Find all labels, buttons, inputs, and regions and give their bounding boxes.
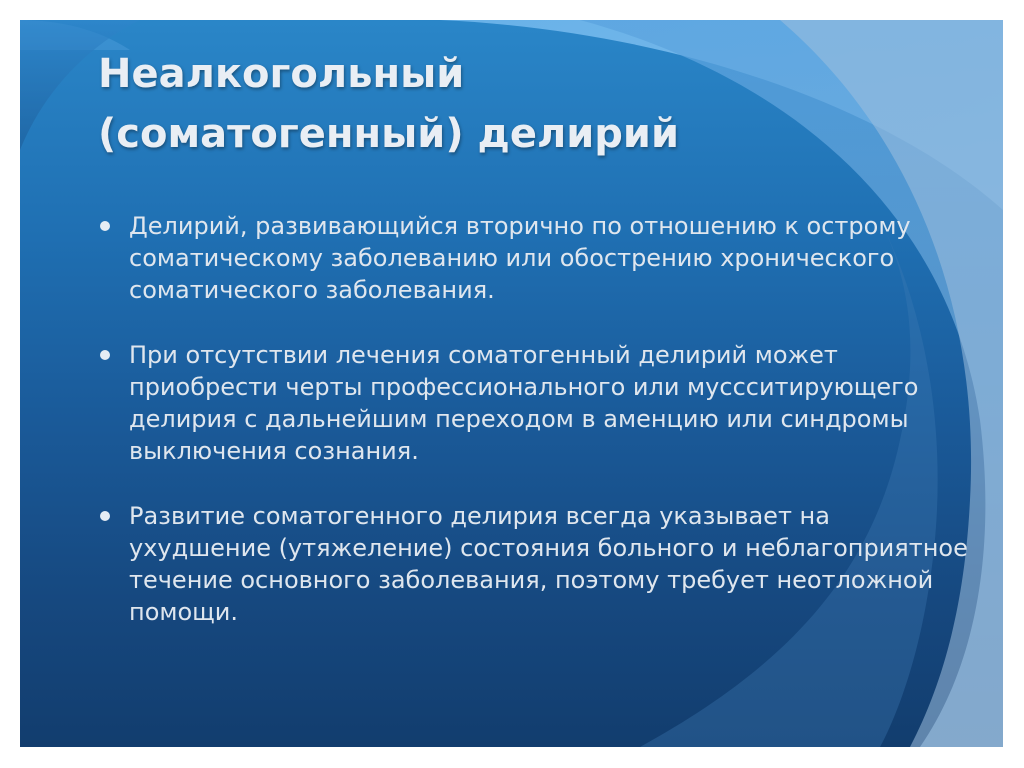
bullet-item-1 <box>98 210 968 306</box>
bullet-dot-icon <box>100 511 110 521</box>
title-line-1: Неалкогольный <box>98 51 465 97</box>
bullet-text-1: Делирий, развивающийся вторично по отношению к острому соматическому заболеванию или обострению хронического соматического заболевания. <box>129 212 911 304</box>
bullet-dot-icon <box>100 350 110 360</box>
bullet-item-3 <box>98 500 968 628</box>
slide <box>20 20 1003 747</box>
bullet-item-2 <box>98 339 968 467</box>
bullet-text-2: При отсутствии лечения соматогенный делирий может приобрести черты профессионального или муссситирующего делирия с дальнейшим переходом в аменцию или синдромы выключения сознания. <box>129 341 919 465</box>
bullet-dot-icon <box>100 221 110 231</box>
bullet-text-3: Развитие соматогенного делирия всегда указывает на ухудшение (утяжеление) состояния больного и неблагоприятное течение основного заболевания, поэтому требует неотложной помощи. <box>129 502 968 626</box>
title-line-2: (соматогенный) делирий <box>98 111 679 157</box>
slide-title <box>98 44 878 164</box>
bullet-list <box>98 210 968 661</box>
